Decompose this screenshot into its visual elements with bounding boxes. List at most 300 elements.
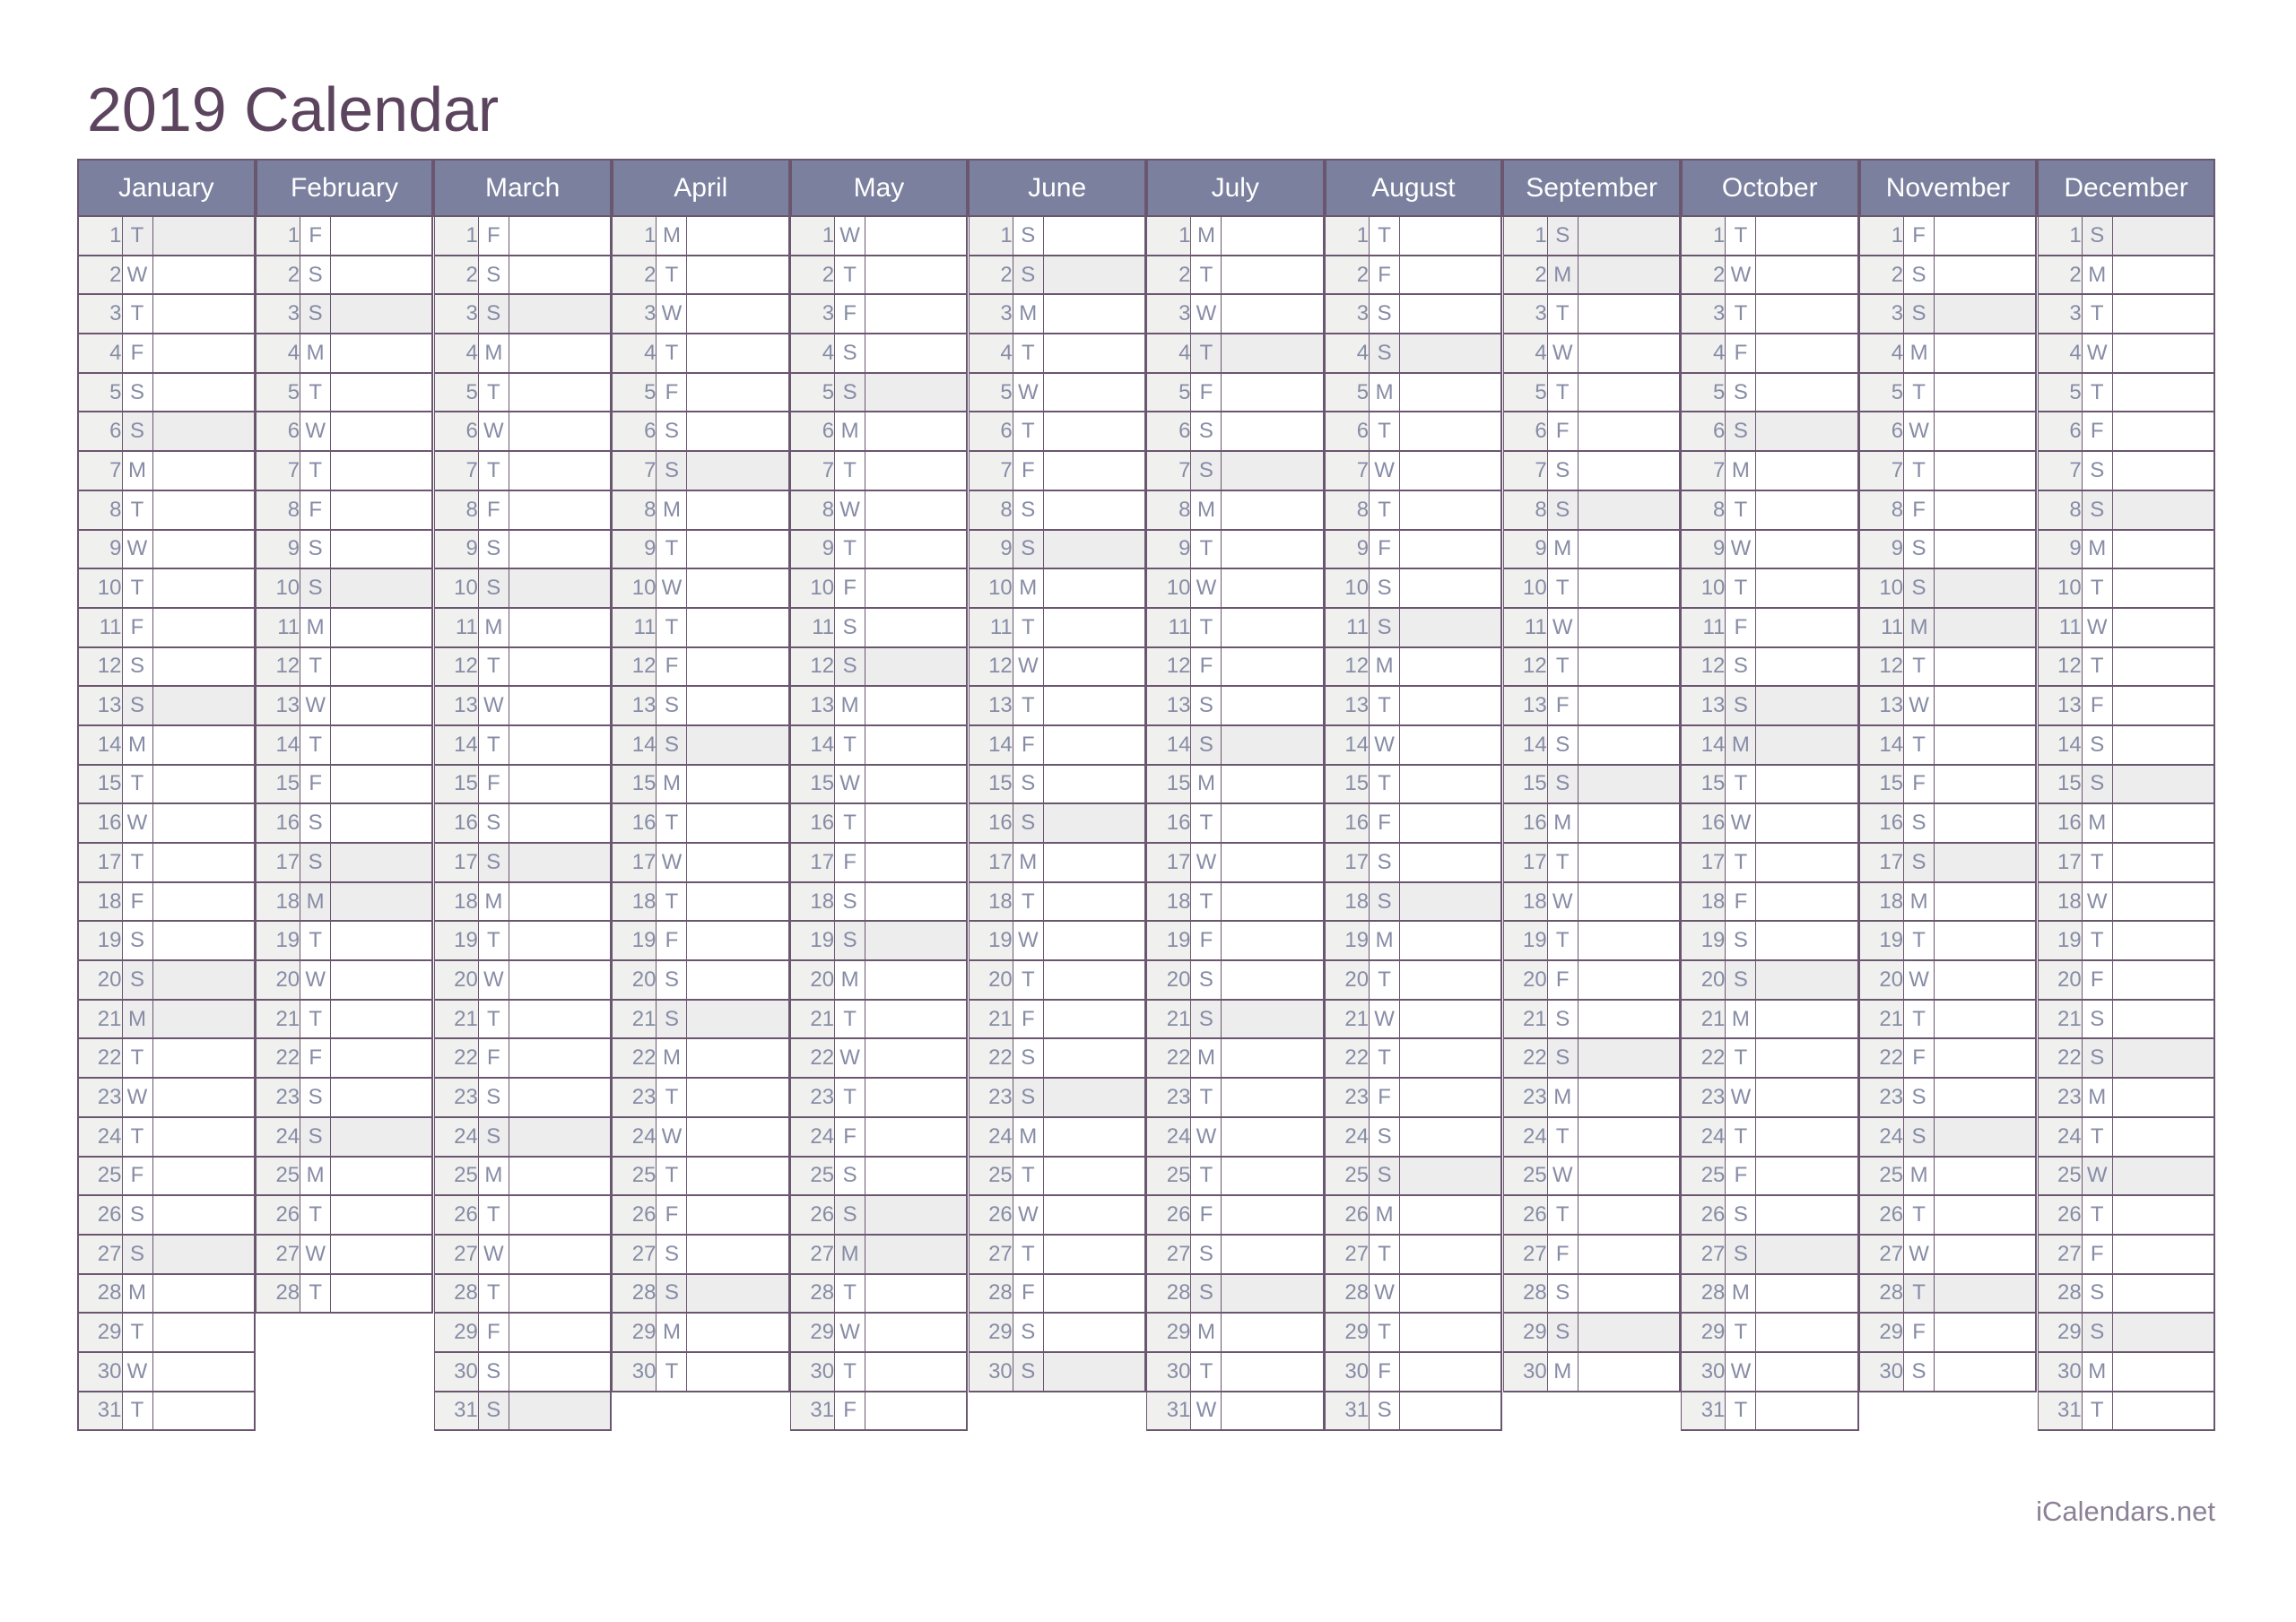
- day-letter-cell: S: [835, 647, 865, 687]
- day-number-cell: 12: [1503, 647, 1547, 687]
- day-note-cell: [2112, 1000, 2214, 1039]
- day-number-cell: 5: [2038, 373, 2082, 412]
- day-note-cell: [1935, 1078, 2037, 1117]
- day-letter-cell: F: [1547, 960, 1578, 1000]
- day-note-cell: [1222, 256, 1324, 295]
- day-note-cell: [152, 765, 255, 804]
- day-note-cell: [509, 216, 611, 256]
- day-note-cell: [687, 725, 789, 765]
- day-letter-cell: T: [835, 1000, 865, 1039]
- day-row: [1326, 803, 1502, 843]
- day-number-cell: 22: [969, 1038, 1013, 1078]
- day-number-cell: 17: [1682, 843, 1726, 882]
- day-number-cell: 7: [434, 451, 478, 490]
- day-note-cell: [1756, 1352, 1858, 1392]
- day-letter-cell: W: [1191, 843, 1222, 882]
- day-number-cell: 15: [1503, 765, 1547, 804]
- day-letter-cell: M: [122, 1274, 152, 1314]
- day-number-cell: 5: [1682, 373, 1726, 412]
- day-number-cell: 3: [2038, 294, 2082, 334]
- day-note-cell: [2112, 647, 2214, 687]
- day-letter-cell: M: [1726, 1274, 1756, 1314]
- day-number-cell: 9: [1326, 530, 1370, 569]
- day-row: [791, 451, 968, 490]
- day-note-cell: [1222, 1157, 1324, 1196]
- day-note-cell: [1756, 921, 1858, 960]
- day-number-cell: 19: [2038, 921, 2082, 960]
- day-letter-cell: S: [1904, 530, 1935, 569]
- month-december: [2037, 159, 2215, 1431]
- day-letter-cell: T: [1191, 608, 1222, 647]
- day-letter-cell: S: [1191, 960, 1222, 1000]
- day-number-cell: 2: [1147, 256, 1191, 295]
- day-row: [969, 960, 1145, 1000]
- day-row: [2038, 1195, 2214, 1235]
- day-letter-cell: T: [478, 1195, 509, 1235]
- day-letter-cell: T: [1726, 1313, 1756, 1352]
- day-letter-cell: T: [1547, 1117, 1578, 1157]
- day-letter-cell: S: [2082, 725, 2112, 765]
- day-row: [1682, 334, 1858, 373]
- day-row: [1147, 530, 1324, 569]
- day-note-cell: [687, 1117, 789, 1157]
- day-note-cell: [1400, 725, 1502, 765]
- day-row: [78, 216, 255, 256]
- day-note-cell: [152, 1274, 255, 1314]
- day-note-cell: [687, 960, 789, 1000]
- day-row: [791, 216, 968, 256]
- day-note-cell: [509, 882, 611, 922]
- day-note-cell: [1222, 412, 1324, 451]
- day-row: [1860, 1313, 2037, 1352]
- day-number-cell: 10: [791, 568, 835, 608]
- day-letter-cell: S: [1013, 765, 1043, 804]
- day-letter-cell: F: [835, 843, 865, 882]
- day-note-cell: [1756, 686, 1858, 725]
- day-number-cell: 5: [1326, 373, 1370, 412]
- day-note-cell: [687, 843, 789, 882]
- day-letter-cell: M: [657, 1313, 687, 1352]
- day-row: [1682, 1195, 1858, 1235]
- day-letter-cell: S: [2082, 1274, 2112, 1314]
- day-row: [1682, 725, 1858, 765]
- day-row: [613, 1313, 789, 1352]
- day-letter-cell: W: [835, 216, 865, 256]
- day-note-cell: [1222, 803, 1324, 843]
- day-number-cell: 16: [1860, 803, 1904, 843]
- day-number-cell: 11: [1147, 608, 1191, 647]
- day-letter-cell: F: [657, 647, 687, 687]
- day-row: [257, 765, 433, 804]
- day-letter-cell: F: [478, 490, 509, 530]
- day-number-cell: 4: [613, 334, 657, 373]
- day-letter-cell: T: [1370, 1038, 1400, 1078]
- day-note-cell: [152, 568, 255, 608]
- day-letter-cell: W: [122, 530, 152, 569]
- day-letter-cell: S: [1191, 686, 1222, 725]
- day-row: [1326, 256, 1502, 295]
- day-row: [1682, 1038, 1858, 1078]
- day-note-cell: [1578, 686, 1680, 725]
- day-letter-cell: M: [1547, 803, 1578, 843]
- day-note-cell: [1756, 1313, 1858, 1352]
- day-letter-cell: F: [300, 216, 331, 256]
- day-number-cell: 4: [1503, 334, 1547, 373]
- day-row: [969, 568, 1145, 608]
- day-note-cell: [1400, 1235, 1502, 1274]
- day-note-cell: [331, 530, 433, 569]
- day-number-cell: 9: [78, 530, 122, 569]
- day-row: [78, 1078, 255, 1117]
- day-note-cell: [331, 490, 433, 530]
- day-letter-cell: M: [1370, 1195, 1400, 1235]
- day-row: [1503, 1274, 1680, 1314]
- day-number-cell: 1: [1326, 216, 1370, 256]
- day-row: [1147, 1313, 1324, 1352]
- day-note-cell: [331, 1157, 433, 1196]
- day-row: [791, 1352, 968, 1392]
- day-note-cell: [687, 256, 789, 295]
- day-number-cell: 22: [1503, 1038, 1547, 1078]
- day-note-cell: [1578, 451, 1680, 490]
- day-letter-cell: F: [1191, 921, 1222, 960]
- day-note-cell: [1043, 843, 1145, 882]
- day-note-cell: [509, 647, 611, 687]
- day-note-cell: [1043, 256, 1145, 295]
- day-note-cell: [1756, 960, 1858, 1000]
- day-note-cell: [331, 921, 433, 960]
- day-note-cell: [687, 608, 789, 647]
- day-letter-cell: S: [1547, 1038, 1578, 1078]
- day-note-cell: [509, 451, 611, 490]
- day-number-cell: 25: [1860, 1157, 1904, 1196]
- day-number-cell: 18: [1860, 882, 1904, 922]
- day-letter-cell: F: [1904, 1313, 1935, 1352]
- day-letter-cell: F: [1547, 686, 1578, 725]
- day-row: [257, 1235, 433, 1274]
- day-note-cell: [1222, 530, 1324, 569]
- day-row: [78, 803, 255, 843]
- day-row: [1682, 960, 1858, 1000]
- day-number-cell: 15: [2038, 765, 2082, 804]
- day-row: [1326, 412, 1502, 451]
- day-number-cell: 14: [969, 725, 1013, 765]
- day-row: [969, 1000, 1145, 1039]
- day-letter-cell: M: [1904, 334, 1935, 373]
- day-note-cell: [687, 412, 789, 451]
- day-note-cell: [687, 1157, 789, 1196]
- day-note-cell: [1756, 373, 1858, 412]
- day-row: [791, 412, 968, 451]
- day-note-cell: [509, 1392, 611, 1431]
- day-row: [613, 1157, 789, 1196]
- day-note-cell: [865, 882, 968, 922]
- day-row: [1147, 1157, 1324, 1196]
- day-number-cell: 18: [1147, 882, 1191, 922]
- day-note-cell: [509, 1313, 611, 1352]
- day-number-cell: 8: [1682, 490, 1726, 530]
- day-row: [1503, 256, 1680, 295]
- day-letter-cell: M: [1547, 1352, 1578, 1392]
- day-row: [613, 803, 789, 843]
- day-note-cell: [331, 803, 433, 843]
- day-note-cell: [1222, 1274, 1324, 1314]
- day-letter-cell: T: [1904, 1195, 1935, 1235]
- day-letter-cell: T: [1370, 960, 1400, 1000]
- day-note-cell: [509, 960, 611, 1000]
- day-letter-cell: W: [1370, 725, 1400, 765]
- day-note-cell: [1043, 1195, 1145, 1235]
- day-row: [613, 216, 789, 256]
- day-note-cell: [331, 647, 433, 687]
- day-number-cell: 1: [1147, 216, 1191, 256]
- day-letter-cell: M: [2082, 803, 2112, 843]
- day-row: [2038, 216, 2214, 256]
- day-letter-cell: T: [657, 882, 687, 922]
- day-note-cell: [331, 1235, 433, 1274]
- day-row: [1147, 647, 1324, 687]
- day-note-cell: [865, 725, 968, 765]
- day-row: [2038, 1000, 2214, 1039]
- day-letter-cell: S: [300, 843, 331, 882]
- day-note-cell: [1043, 568, 1145, 608]
- day-note-cell: [865, 1392, 968, 1431]
- month-header-april: April: [613, 160, 789, 216]
- day-number-cell: 31: [1682, 1392, 1726, 1431]
- day-note-cell: [1043, 1352, 1145, 1392]
- day-letter-cell: M: [1370, 647, 1400, 687]
- day-note-cell: [865, 1078, 968, 1117]
- day-row: [1147, 412, 1324, 451]
- day-row: [2038, 412, 2214, 451]
- day-row: [1682, 765, 1858, 804]
- day-row: [2038, 1157, 2214, 1196]
- day-letter-cell: S: [478, 803, 509, 843]
- day-number-cell: 18: [1326, 882, 1370, 922]
- day-number-cell: 8: [1860, 490, 1904, 530]
- day-letter-cell: F: [1013, 1000, 1043, 1039]
- day-row: [1503, 1038, 1680, 1078]
- day-number-cell: 5: [1503, 373, 1547, 412]
- day-letter-cell: S: [1547, 490, 1578, 530]
- day-number-cell: 28: [2038, 1274, 2082, 1314]
- day-row: [969, 530, 1145, 569]
- day-number-cell: 14: [434, 725, 478, 765]
- day-letter-cell: W: [300, 412, 331, 451]
- day-number-cell: 21: [2038, 1000, 2082, 1039]
- day-note-cell: [152, 216, 255, 256]
- day-number-cell: 18: [78, 882, 122, 922]
- footer-brand: iCalendars.net: [2036, 1496, 2215, 1527]
- day-letter-cell: W: [1726, 530, 1756, 569]
- day-row: [78, 412, 255, 451]
- day-letter-cell: W: [1013, 1195, 1043, 1235]
- day-row: [791, 256, 968, 295]
- day-number-cell: 20: [1860, 960, 1904, 1000]
- day-number-cell: 16: [2038, 803, 2082, 843]
- day-number-cell: 7: [613, 451, 657, 490]
- day-row: [1326, 530, 1502, 569]
- day-number-cell: 17: [78, 843, 122, 882]
- day-row: [78, 1038, 255, 1078]
- day-note-cell: [1043, 765, 1145, 804]
- day-number-cell: 22: [1682, 1038, 1726, 1078]
- day-note-cell: [1222, 1038, 1324, 1078]
- day-letter-cell: S: [1726, 921, 1756, 960]
- day-letter-cell: F: [1547, 412, 1578, 451]
- day-number-cell: 2: [1860, 256, 1904, 295]
- day-note-cell: [331, 373, 433, 412]
- day-note-cell: [1043, 1157, 1145, 1196]
- day-letter-cell: F: [1191, 1195, 1222, 1235]
- day-letter-cell: S: [1013, 1038, 1043, 1078]
- day-row: [1860, 686, 2037, 725]
- day-number-cell: 7: [1326, 451, 1370, 490]
- day-letter-cell: S: [1013, 1352, 1043, 1392]
- day-number-cell: 14: [791, 725, 835, 765]
- day-note-cell: [2112, 530, 2214, 569]
- day-letter-cell: F: [1726, 1157, 1756, 1196]
- day-number-cell: 20: [1682, 960, 1726, 1000]
- day-row: [2038, 686, 2214, 725]
- page-title: 2019 Calendar: [87, 74, 500, 144]
- day-letter-cell: T: [478, 647, 509, 687]
- day-note-cell: [865, 608, 968, 647]
- day-row: [969, 1117, 1145, 1157]
- day-letter-cell: F: [1191, 373, 1222, 412]
- day-letter-cell: S: [1191, 1235, 1222, 1274]
- day-row: [969, 803, 1145, 843]
- day-row: [1860, 334, 2037, 373]
- day-note-cell: [2112, 334, 2214, 373]
- day-row: [1147, 608, 1324, 647]
- day-row: [257, 1157, 433, 1196]
- day-number-cell: 13: [613, 686, 657, 725]
- day-note-cell: [1756, 647, 1858, 687]
- month-january: [77, 159, 256, 1431]
- day-letter-cell: F: [2082, 1235, 2112, 1274]
- day-row: [434, 1038, 611, 1078]
- day-number-cell: 1: [78, 216, 122, 256]
- day-number-cell: 11: [78, 608, 122, 647]
- month-header-june: June: [969, 160, 1145, 216]
- day-number-cell: 31: [78, 1392, 122, 1431]
- day-letter-cell: S: [2082, 765, 2112, 804]
- day-row: [1147, 960, 1324, 1000]
- day-row: [1682, 530, 1858, 569]
- day-letter-cell: M: [478, 608, 509, 647]
- day-row: [1860, 412, 2037, 451]
- day-number-cell: 11: [257, 608, 300, 647]
- day-number-cell: 20: [257, 960, 300, 1000]
- day-number-cell: 24: [1326, 1117, 1370, 1157]
- day-number-cell: 25: [1147, 1157, 1191, 1196]
- day-letter-cell: S: [1726, 647, 1756, 687]
- day-number-cell: 7: [1147, 451, 1191, 490]
- day-letter-cell: W: [1370, 451, 1400, 490]
- day-note-cell: [1756, 412, 1858, 451]
- day-letter-cell: F: [1191, 647, 1222, 687]
- day-number-cell: 27: [791, 1235, 835, 1274]
- day-number-cell: 4: [78, 334, 122, 373]
- day-letter-cell: T: [835, 256, 865, 295]
- day-row: [1682, 1078, 1858, 1117]
- day-letter-cell: S: [1013, 1078, 1043, 1117]
- day-number-cell: 13: [1326, 686, 1370, 725]
- day-row: [78, 1117, 255, 1157]
- day-note-cell: [1400, 647, 1502, 687]
- day-note-cell: [1935, 412, 2037, 451]
- day-letter-cell: F: [2082, 686, 2112, 725]
- day-letter-cell: S: [2082, 1038, 2112, 1078]
- day-note-cell: [1578, 1352, 1680, 1392]
- day-number-cell: 11: [2038, 608, 2082, 647]
- day-number-cell: 27: [1682, 1235, 1726, 1274]
- day-note-cell: [1756, 1195, 1858, 1235]
- day-row: [1503, 1078, 1680, 1117]
- day-note-cell: [865, 765, 968, 804]
- day-number-cell: 9: [1147, 530, 1191, 569]
- day-number-cell: 18: [1503, 882, 1547, 922]
- day-number-cell: 18: [2038, 882, 2082, 922]
- day-letter-cell: F: [478, 765, 509, 804]
- day-row: [791, 334, 968, 373]
- day-letter-cell: S: [300, 568, 331, 608]
- day-number-cell: 13: [1682, 686, 1726, 725]
- day-number-cell: 2: [78, 256, 122, 295]
- day-letter-cell: T: [657, 1078, 687, 1117]
- day-number-cell: 12: [791, 647, 835, 687]
- day-letter-cell: T: [1013, 882, 1043, 922]
- day-note-cell: [865, 686, 968, 725]
- day-note-cell: [1222, 765, 1324, 804]
- day-letter-cell: T: [122, 294, 152, 334]
- day-note-cell: [1756, 451, 1858, 490]
- day-number-cell: 14: [613, 725, 657, 765]
- day-number-cell: 3: [1147, 294, 1191, 334]
- day-row: [613, 843, 789, 882]
- day-number-cell: 9: [1860, 530, 1904, 569]
- day-letter-cell: S: [835, 1157, 865, 1196]
- day-number-cell: 20: [791, 960, 835, 1000]
- day-row: [257, 647, 433, 687]
- day-letter-cell: M: [657, 216, 687, 256]
- day-letter-cell: S: [1547, 451, 1578, 490]
- day-letter-cell: S: [2082, 216, 2112, 256]
- day-number-cell: 12: [969, 647, 1013, 687]
- day-number-cell: 11: [1682, 608, 1726, 647]
- day-letter-cell: M: [1013, 1117, 1043, 1157]
- day-note-cell: [1935, 960, 2037, 1000]
- day-row: [791, 765, 968, 804]
- month-header-january: January: [78, 160, 255, 216]
- day-number-cell: 27: [1860, 1235, 1904, 1274]
- day-number-cell: 17: [2038, 843, 2082, 882]
- day-row: [1860, 568, 2037, 608]
- day-number-cell: 4: [1860, 334, 1904, 373]
- day-letter-cell: S: [1904, 256, 1935, 295]
- day-number-cell: 10: [1503, 568, 1547, 608]
- day-letter-cell: W: [1370, 1000, 1400, 1039]
- day-number-cell: 13: [1860, 686, 1904, 725]
- day-note-cell: [1935, 1352, 2037, 1392]
- day-note-cell: [1043, 1274, 1145, 1314]
- day-letter-cell: T: [122, 1392, 152, 1431]
- day-note-cell: [1043, 725, 1145, 765]
- day-note-cell: [2112, 960, 2214, 1000]
- day-number-cell: 4: [1326, 334, 1370, 373]
- day-note-cell: [1578, 294, 1680, 334]
